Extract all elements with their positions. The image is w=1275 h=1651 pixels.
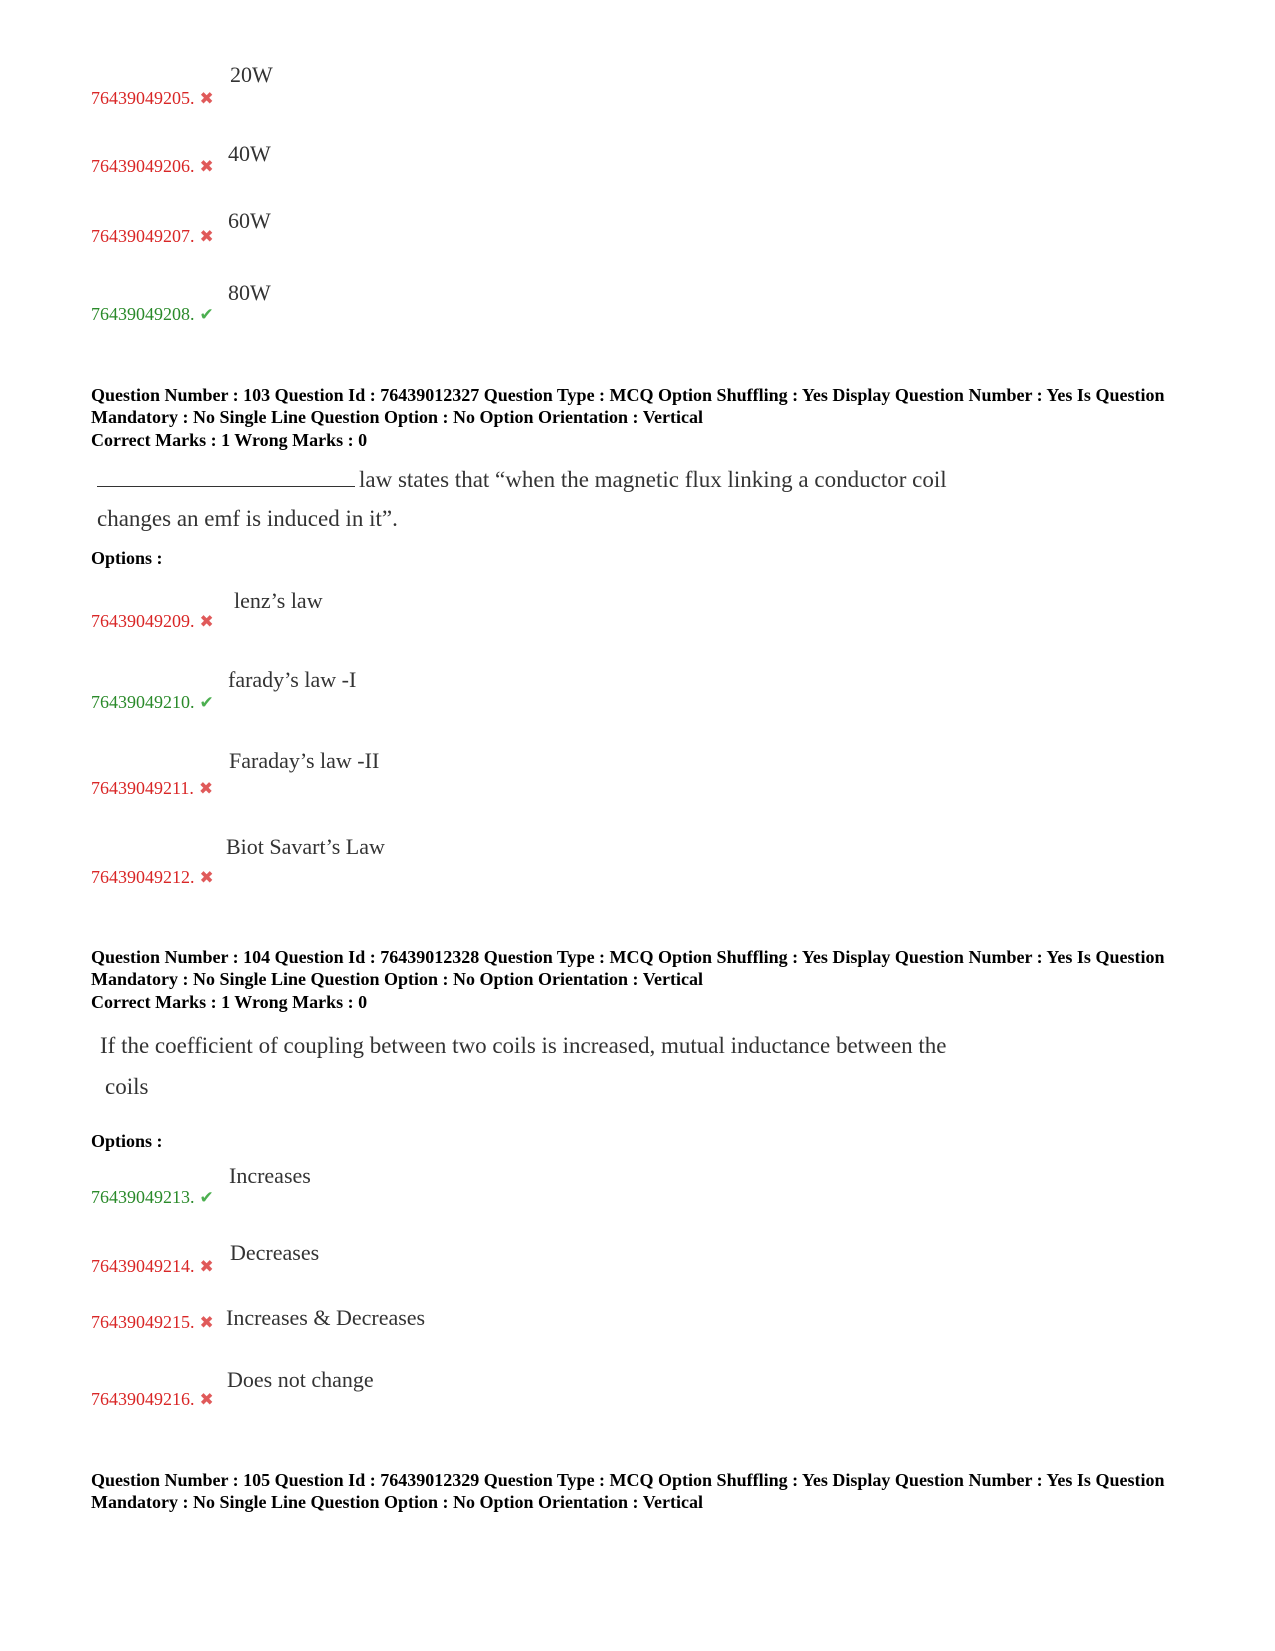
question-text-line: coils <box>105 1074 149 1099</box>
option-text: 80W <box>228 280 271 305</box>
option-row <box>91 611 214 632</box>
option-row <box>91 692 214 713</box>
cross-icon: ✖ <box>199 89 214 108</box>
option-row <box>91 88 214 109</box>
option-id: 76439049214. <box>91 1256 195 1276</box>
question-meta: Question Number : 103 Question Id : 76439012327 Question Type : MCQ Option Shuffling : Yes Display Question Number : Yes Is Question Mandatory : No Single Line Question Option : No Option Orientation : Vertical <box>91 385 1165 427</box>
option-row <box>91 1389 214 1410</box>
question-marks: Correct Marks : 1 Wrong Marks : 0 <box>91 992 368 1012</box>
check-icon: ✔ <box>199 305 214 324</box>
option-row <box>91 778 213 799</box>
question-meta: Question Number : 104 Question Id : 76439012328 Question Type : MCQ Option Shuffling : Yes Display Question Number : Yes Is Question Mandatory : No Single Line Question Option : No Option Orientation : Vertical <box>91 947 1165 989</box>
options-label: Options : <box>91 1131 163 1151</box>
option-row <box>91 1312 214 1333</box>
cross-icon: ✖ <box>199 157 214 176</box>
option-text: Faraday’s law -II <box>229 748 380 773</box>
cross-icon: ✖ <box>199 868 214 887</box>
option-text: 20W <box>230 62 273 87</box>
option-text: Biot Savart’s Law <box>226 834 385 859</box>
option-id: 76439049212. <box>91 867 195 887</box>
cross-icon: ✖ <box>199 227 214 246</box>
option-id: 76439049206. <box>91 156 195 176</box>
option-text: farady’s law -I <box>228 667 357 692</box>
check-icon: ✔ <box>199 693 214 712</box>
option-row <box>91 156 214 177</box>
option-id: 76439049208. <box>91 304 195 324</box>
options-label: Options : <box>91 548 163 568</box>
option-text: 40W <box>228 141 271 166</box>
option-row <box>91 304 214 325</box>
option-id: 76439049210. <box>91 692 195 712</box>
cross-icon: ✖ <box>199 1390 214 1409</box>
option-id: 76439049205. <box>91 88 195 108</box>
option-id: 76439049211. <box>91 778 194 798</box>
question-meta: Question Number : 105 Question Id : 76439012329 Question Type : MCQ Option Shuffling : Yes Display Question Number : Yes Is Question Mandatory : No Single Line Question Option : No Option Orientation : Vertical <box>91 1470 1165 1512</box>
option-row <box>91 867 214 888</box>
cross-icon: ✖ <box>198 779 214 798</box>
option-id: 76439049215. <box>91 1312 195 1332</box>
question-text-line: If the coefficient of coupling between two coils is increased, mutual inductance between the <box>100 1033 947 1058</box>
option-row <box>91 1187 214 1208</box>
option-id: 76439049213. <box>91 1187 195 1207</box>
option-row <box>91 226 214 247</box>
option-text: Does not change <box>227 1367 374 1392</box>
option-text: 60W <box>228 208 271 233</box>
option-id: 76439049216. <box>91 1389 195 1409</box>
question-text-line <box>97 464 947 493</box>
question-text-line: changes an emf is induced in it”. <box>97 506 398 531</box>
option-text: Decreases <box>230 1240 320 1265</box>
option-id: 76439049207. <box>91 226 195 246</box>
option-row <box>91 1256 214 1277</box>
option-text: Increases & Decreases <box>226 1305 426 1330</box>
cross-icon: ✖ <box>199 1313 214 1332</box>
option-text: Increases <box>229 1163 311 1188</box>
option-text: lenz’s law <box>234 588 323 613</box>
question-marks: Correct Marks : 1 Wrong Marks : 0 <box>91 430 368 450</box>
option-id: 76439049209. <box>91 611 195 631</box>
cross-icon: ✖ <box>199 1257 214 1276</box>
check-icon: ✔ <box>199 1188 214 1207</box>
cross-icon: ✖ <box>199 612 214 631</box>
fill-blank <box>97 464 355 487</box>
question-text: law states that “when the magnetic flux linking a conductor coil <box>359 467 947 492</box>
